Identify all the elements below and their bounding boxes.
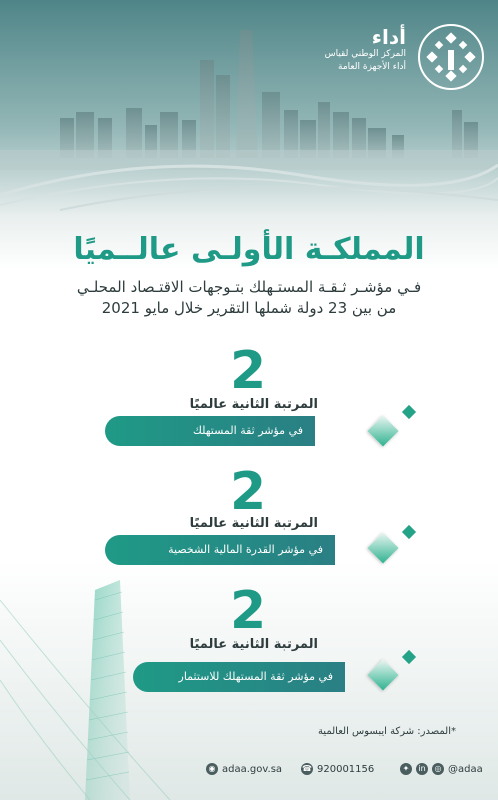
footer-social[interactable]	[400, 763, 483, 775]
diamond-icon	[367, 415, 398, 446]
stat-2-rank: المرتبة الثانية عالميًا	[189, 516, 318, 531]
stat-1-rank: المرتبة الثانية عالميًا	[189, 397, 318, 412]
diamond-icon	[367, 659, 398, 690]
logo-name: أداء	[371, 25, 406, 49]
phone-icon: ☎	[302, 764, 312, 773]
stat-1-label-bar: في مؤشر ثقة المستهلك	[105, 416, 315, 446]
footer-phone[interactable]	[301, 763, 374, 775]
adaa-logo	[296, 22, 486, 97]
stat-3-label-bar: في مؤشر ثقة المستهلك للاستثمار	[133, 662, 345, 692]
page-title: المملكـة الأولـى عالــميًا	[73, 232, 425, 267]
stat-2-number: 2	[230, 462, 267, 522]
stat-3-rank: المرتبة الثانية عالميًا	[189, 637, 318, 652]
globe-icon: ◉	[206, 763, 218, 775]
stat-3-number: 2	[230, 581, 267, 641]
phone-text: 920001156	[317, 763, 375, 775]
diamond-icon	[402, 650, 416, 664]
instagram-icon: ◎	[432, 763, 444, 775]
linkedin-icon: in	[416, 763, 428, 775]
subtitle-line-1: فـي مؤشـر ثـقـة المستـهلك بتـوجهات الاقتـصاد المحلـي	[76, 278, 422, 296]
twitter-icon: ✦	[400, 763, 412, 775]
diamond-icon	[402, 525, 416, 539]
subtitle-line-2: من بين 23 دولة شملها التقرير خلال مايو 2021	[101, 299, 397, 317]
social-handle: @adaa	[448, 763, 483, 775]
footer	[0, 755, 498, 785]
diamond-icon	[402, 405, 416, 419]
diamond-icon	[367, 532, 398, 563]
footer-website[interactable]	[206, 763, 282, 775]
logo-subtitle-2: أداء الأجهزة العامة	[338, 62, 406, 72]
logo-text	[286, 26, 406, 74]
stat-2-label-bar: في مؤشر القدرة المالية الشخصية	[105, 535, 335, 565]
adaa-emblem-icon	[416, 22, 486, 92]
source-note: *المصدر: شركة ايبسوس العالمية	[317, 726, 456, 737]
website-text: adaa.gov.sa	[222, 763, 283, 775]
stat-1-number: 2	[230, 341, 267, 401]
logo-subtitle-1: المركز الوطني لقياس	[324, 49, 406, 59]
